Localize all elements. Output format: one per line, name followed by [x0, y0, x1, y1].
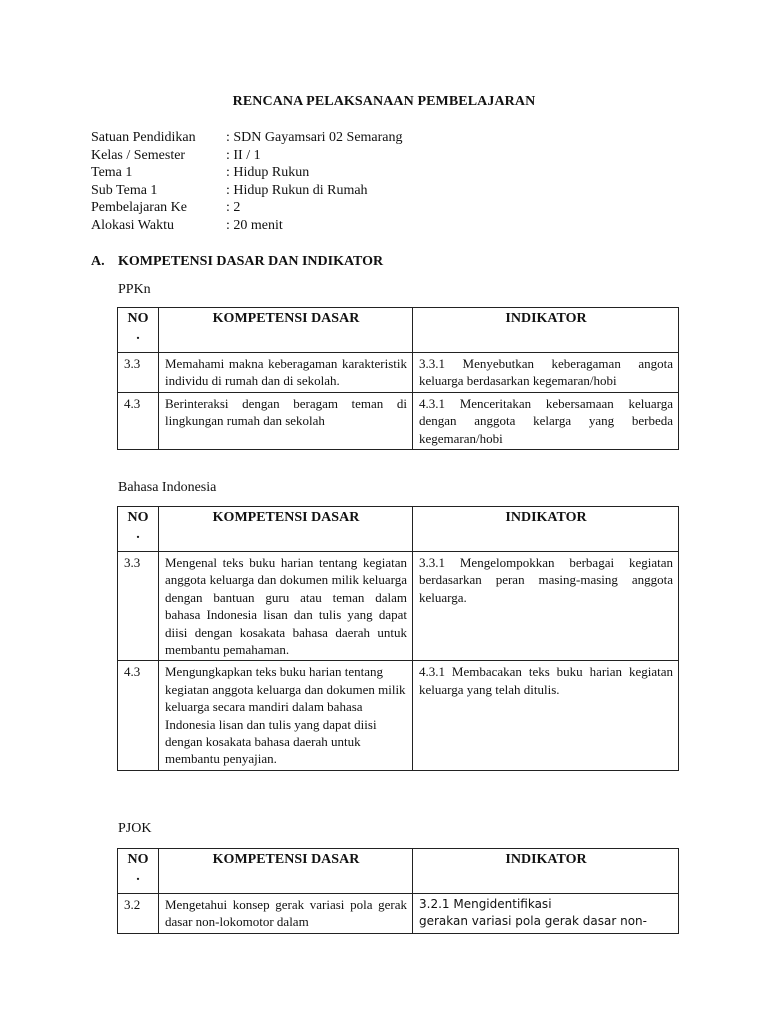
- identity-value: : 20 menit: [226, 217, 283, 233]
- subject-label: PPKn: [118, 282, 151, 297]
- table-header-row: [118, 308, 679, 353]
- table-row: [118, 353, 679, 393]
- cell-no: 3.2: [118, 894, 159, 934]
- competency-table: [117, 307, 679, 450]
- table-header-row: [118, 507, 679, 552]
- table-row: [118, 894, 679, 934]
- identity-row: [91, 217, 651, 235]
- cell-no: 3.3: [118, 353, 159, 393]
- identity-label: Pembelajaran Ke: [91, 200, 188, 216]
- cell-no: 4.3: [118, 661, 159, 770]
- indikator-line: 3.2.1 Mengidentifikasi: [419, 897, 552, 911]
- cell-indikator: 3.3.1 Mengelompokkan berbagai kegiatan berdasarkan peran masing-masing anggota keluarga.: [413, 552, 679, 661]
- identity-label: Alokasi Waktu: [91, 217, 174, 233]
- identity-row: [91, 129, 651, 147]
- identity-value: : 2: [226, 200, 241, 216]
- identity-value: : SDN Gayamsari 02 Semarang: [226, 130, 403, 145]
- cell-kompetensi: Berinteraksi dengan beragam teman di lingkungan rumah dan sekolah: [159, 392, 413, 449]
- cell-indikator: 4.3.1 Membacakan teks buku harian kegiatan keluarga yang telah ditulis.: [413, 661, 679, 770]
- header-no: NO .: [118, 308, 159, 353]
- section-letter: A.: [91, 254, 105, 269]
- header-indikator: INDIKATOR: [413, 849, 679, 894]
- cell-kompetensi: Mengetahui konsep gerak variasi pola gerak dasar non-lokomotor dalam: [159, 894, 413, 934]
- cell-no: 3.3: [118, 552, 159, 661]
- cell-no: 4.3: [118, 392, 159, 449]
- header-kompetensi-dasar: KOMPETENSI DASAR: [159, 308, 413, 353]
- identity-row: [91, 182, 651, 200]
- header-indikator: INDIKATOR: [413, 507, 679, 552]
- identity-label: Tema 1: [91, 165, 133, 181]
- section-heading: [91, 254, 383, 270]
- identity-label: Sub Tema 1: [91, 182, 158, 198]
- header-kompetensi-dasar: KOMPETENSI DASAR: [159, 849, 413, 894]
- competency-table: [117, 506, 679, 771]
- table-row: [118, 392, 679, 449]
- indikator-line: gerakan variasi pola gerak dasar non-: [419, 914, 647, 929]
- subject-label: PJOK: [118, 821, 152, 836]
- subject-label: Bahasa Indonesia: [118, 480, 217, 495]
- identity-row: [91, 164, 651, 182]
- table-header-row: [118, 849, 679, 894]
- header-no: NO .: [118, 507, 159, 552]
- section-title: KOMPETENSI DASAR DAN INDIKATOR: [118, 254, 384, 269]
- cell-kompetensi: Mengenal teks buku harian tentang kegiatan anggota keluarga dan dokumen milik keluarga dengan bantuan guru atau teman dalam bahasa Indonesia lisan dan tulis yang dapat diisi dengan kosakata bahasa daerah untuk membantu pemahaman.: [159, 552, 413, 661]
- table-row: [118, 552, 679, 661]
- header-kompetensi-dasar: KOMPETENSI DASAR: [159, 507, 413, 552]
- identity-label: Satuan Pendidikan: [91, 130, 196, 145]
- competency-table: [117, 848, 679, 934]
- identity-block: [91, 129, 651, 235]
- header-indikator: INDIKATOR: [413, 308, 679, 353]
- cell-kompetensi: Mengungkapkan teks buku harian tentang kegiatan anggota keluarga dan dokumen milik keluarga secara mandiri dalam bahasa Indonesia lisan dan tulis yang dapat diisi dengan kosakata bahasa daerah untuk membantu penyajian.: [159, 661, 413, 770]
- cell-indikator: 4.3.1 Menceritakan kebersamaan keluarga dengan anggota kelarga yang berbeda kegemaran/hobi: [413, 392, 679, 449]
- identity-value: : Hidup Rukun: [226, 165, 310, 181]
- identity-row: [91, 147, 651, 165]
- identity-label: Kelas / Semester: [91, 147, 186, 163]
- identity-value: : II / 1: [226, 147, 261, 163]
- cell-indikator: 3.3.1 Menyebutkan keberagaman angota keluarga berdasarkan kegemaran/hobi: [413, 353, 679, 393]
- header-no: NO .: [118, 849, 159, 894]
- cell-indikator: [413, 894, 679, 934]
- identity-row: [91, 199, 651, 217]
- document-title: RENCANA PELAKSANAAN PEMBELAJARAN: [232, 94, 536, 109]
- table-row: [118, 661, 679, 770]
- cell-kompetensi: Memahami makna keberagaman karakteristik individu di rumah dan di sekolah.: [159, 353, 413, 393]
- identity-value: : Hidup Rukun di Rumah: [226, 182, 368, 198]
